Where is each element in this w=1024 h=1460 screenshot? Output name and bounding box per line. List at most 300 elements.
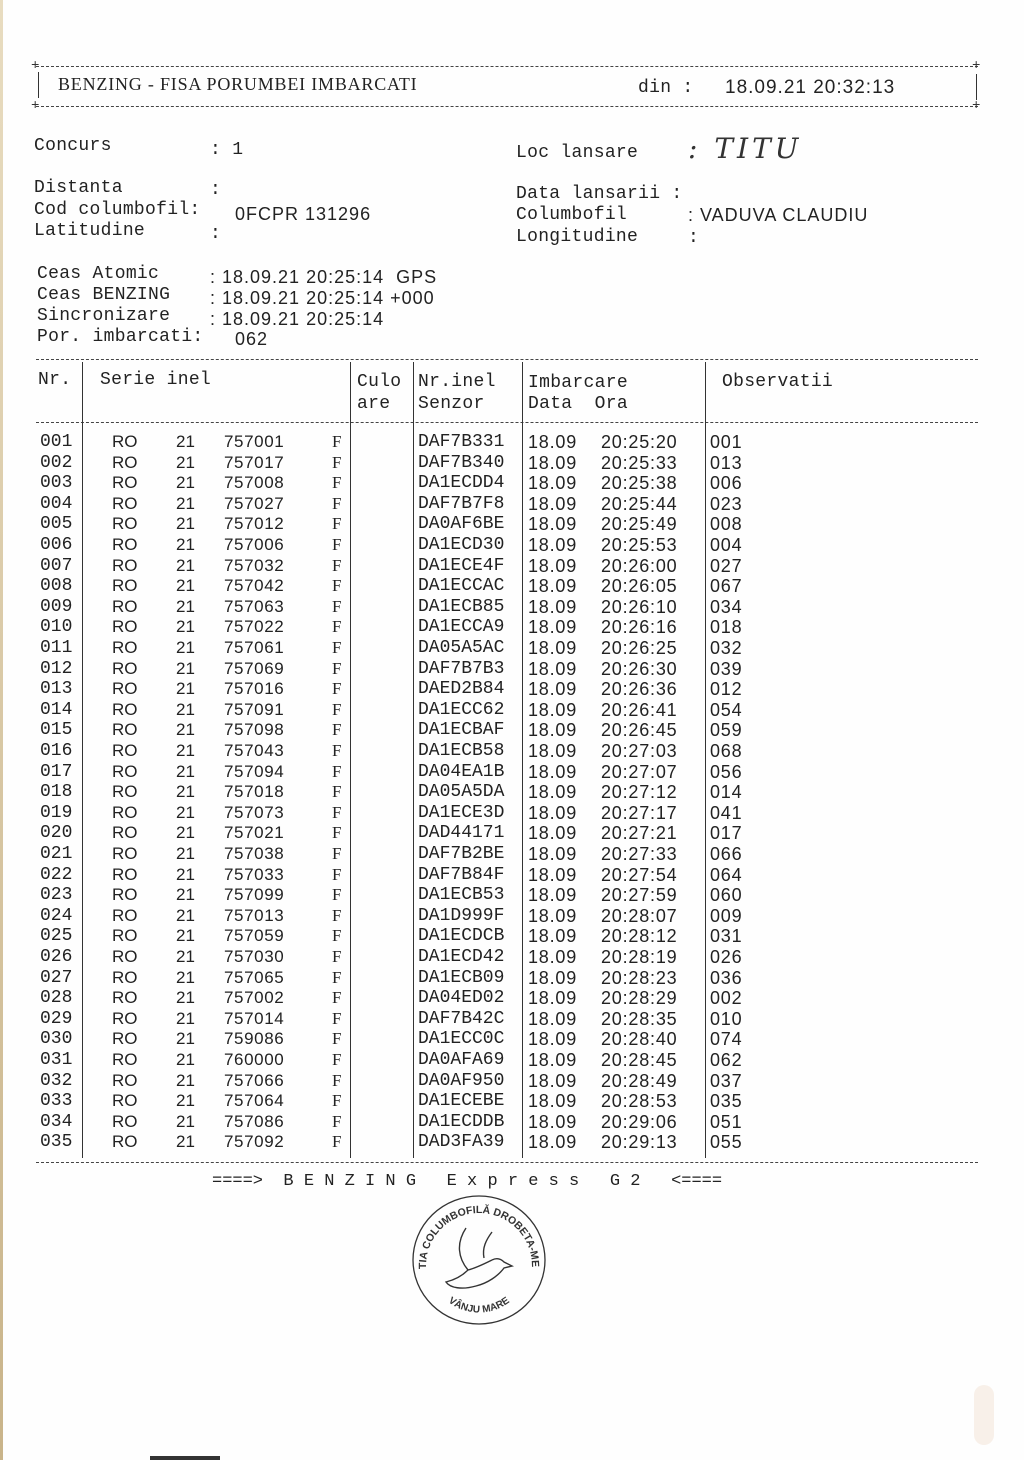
cell-year: 21 (176, 432, 195, 451)
cell-country: RO (112, 885, 138, 905)
cell-ring-number: 757064 (224, 1091, 285, 1111)
cell-date: 18.09 (528, 596, 578, 617)
table-row (0, 947, 760, 968)
cell-nr: 013 (40, 679, 73, 700)
cell-observatii: 041 (710, 802, 743, 823)
header-border-left (38, 72, 39, 98)
cell-nr: 004 (40, 493, 73, 514)
cell-ring-number: 757069 (224, 658, 285, 678)
cell-ring-number: 757017 (224, 452, 285, 472)
cell-nr: 001 (40, 432, 73, 452)
ceas-benzing-value: : 18.09.21 20:25:14 +000 (210, 288, 435, 308)
table-row (0, 1009, 760, 1030)
stamp-graphic (406, 1188, 552, 1328)
cell-nr: 015 (40, 720, 73, 741)
cell-nr: 031 (40, 1050, 73, 1070)
cell-date: 18.09 (528, 905, 578, 926)
cell-country: RO (112, 555, 138, 575)
cell-nr: 024 (40, 905, 73, 926)
latitudine-value: : (210, 224, 222, 244)
cell-ring-number: 757021 (224, 823, 285, 843)
cell-sensor-id: DA1ECB53 (418, 885, 505, 906)
cell-year: 21 (176, 1008, 195, 1028)
cell-nr: 016 (40, 741, 73, 761)
cell-observatii: 059 (710, 720, 743, 741)
columbofil-label: Columbofil (516, 205, 628, 225)
cell-time: 20:27:07 (601, 761, 678, 782)
cell-sex: F (332, 967, 342, 987)
cell-year: 21 (176, 1132, 195, 1152)
concurs-value: : 1 (210, 140, 244, 160)
cell-sensor-id: DA1ECB09 (418, 967, 505, 988)
cell-date: 18.09 (528, 988, 578, 1009)
cell-observatii: 074 (710, 1029, 743, 1050)
header-imbarcare-1: Imbarcare (528, 373, 628, 393)
cell-date: 18.09 (528, 473, 578, 494)
cell-sex: F (332, 679, 342, 699)
cell-date: 18.09 (528, 1132, 578, 1153)
table-row (0, 535, 760, 556)
cell-year: 21 (176, 617, 195, 637)
cell-sensor-id: DA1ECDD4 (418, 473, 505, 494)
cell-observatii: 035 (710, 1091, 743, 1112)
cell-date: 18.09 (528, 1070, 578, 1091)
table-row (0, 741, 760, 762)
cell-time: 20:28:19 (601, 947, 678, 967)
table-row (0, 432, 760, 453)
corner-mark: + (31, 58, 40, 74)
association-stamp (406, 1188, 552, 1328)
cell-time: 20:26:16 (601, 617, 678, 638)
cell-sensor-id: DA0AF6BE (418, 514, 505, 535)
cell-sex: F (332, 473, 342, 493)
table-row (0, 514, 760, 535)
cell-observatii: 009 (710, 905, 743, 926)
table-row (0, 1132, 760, 1153)
cell-observatii: 012 (710, 679, 743, 700)
cell-year: 21 (176, 699, 195, 719)
cell-ring-number: 757018 (224, 782, 285, 802)
table-row (0, 494, 760, 515)
cell-time: 20:26:36 (601, 679, 678, 700)
cell-country: RO (112, 699, 138, 719)
table-row (0, 885, 760, 906)
print-date-value: 18.09.21 20:32:13 (725, 77, 896, 98)
paper-stain (974, 1385, 994, 1445)
cell-time: 20:25:49 (601, 514, 678, 535)
cell-ring-number: 757059 (224, 926, 285, 946)
cell-year: 21 (176, 782, 195, 802)
table-border-bottom (36, 1162, 978, 1163)
cell-date: 18.09 (528, 844, 578, 864)
cell-sex: F (332, 1111, 342, 1131)
cell-time: 20:26:30 (601, 658, 678, 679)
cell-nr: 025 (40, 926, 73, 947)
cell-ring-number: 757038 (224, 844, 285, 863)
cell-observatii: 039 (710, 658, 743, 679)
ceas-atomic-value: : 18.09.21 20:25:14 GPS (210, 267, 438, 287)
cell-observatii: 032 (710, 638, 743, 658)
stamp-text-bottom: VÂNJU MARE (446, 1295, 512, 1316)
dove-icon (446, 1228, 512, 1288)
cell-country: RO (112, 844, 138, 863)
cell-time: 20:28:35 (601, 1008, 678, 1029)
cell-sex: F (332, 596, 342, 616)
sincronizare-value: : 18.09.21 20:25:14 (210, 309, 385, 329)
header-observatii: Observatii (722, 372, 834, 392)
cell-country: RO (112, 967, 138, 987)
cell-ring-number: 757016 (224, 679, 285, 699)
ceas-benzing-label: Ceas BENZING (37, 285, 171, 305)
cell-year: 21 (176, 555, 195, 575)
table-border-top (36, 359, 978, 360)
corner-mark: + (31, 98, 40, 114)
cell-country: RO (112, 514, 138, 534)
cell-ring-number: 757094 (224, 761, 285, 781)
header-nr-inel-2: Senzor (418, 394, 485, 414)
cell-time: 20:27:12 (601, 782, 678, 803)
table-row (0, 679, 760, 700)
cell-ring-number: 757027 (224, 493, 285, 513)
table-row (0, 638, 760, 659)
header-nr: Nr. (38, 370, 72, 390)
cell-ring-number: 757013 (224, 905, 285, 925)
header-nr-inel-1: Nr.inel (418, 372, 496, 392)
table-row (0, 926, 760, 947)
cell-observatii: 027 (710, 555, 743, 576)
cell-sex: F (332, 555, 342, 575)
table-row (0, 968, 760, 989)
cell-ring-number: 757092 (224, 1132, 285, 1152)
cell-time: 20:28:53 (601, 1091, 678, 1112)
cell-sensor-id: DA1ECDCB (418, 926, 505, 947)
cell-year: 21 (176, 761, 195, 781)
table-row (0, 576, 760, 597)
cell-nr: 018 (40, 782, 73, 803)
cell-nr: 012 (40, 658, 73, 679)
cell-year: 21 (176, 1050, 195, 1069)
latitudine-label: Latitudine (34, 221, 146, 241)
cell-nr: 002 (40, 452, 73, 473)
cell-date: 18.09 (528, 823, 578, 844)
table-row (0, 1112, 760, 1133)
cell-sensor-id: DA1ECD42 (418, 947, 505, 967)
cell-observatii: 054 (710, 699, 743, 720)
cell-year: 21 (176, 823, 195, 843)
cell-sensor-id: DA1ECC62 (418, 699, 505, 720)
cell-observatii: 064 (710, 864, 743, 885)
cell-nr: 017 (40, 761, 73, 782)
cell-observatii: 060 (710, 885, 743, 906)
cell-sex: F (332, 576, 342, 596)
cell-ring-number: 757063 (224, 596, 285, 616)
cell-sex: F (332, 741, 342, 760)
table-row (0, 988, 760, 1009)
cell-ring-number: 757033 (224, 864, 285, 884)
por-imbarcati-value: 062 (235, 329, 269, 349)
cell-nr: 034 (40, 1111, 73, 1132)
cell-year: 21 (176, 452, 195, 472)
cell-ring-number: 757066 (224, 1070, 285, 1090)
cell-date: 18.09 (528, 432, 578, 452)
cell-country: RO (112, 1132, 138, 1152)
cell-country: RO (112, 658, 138, 678)
concurs-label: Concurs (34, 136, 112, 156)
cell-ring-number: 757014 (224, 1008, 285, 1028)
cell-country: RO (112, 761, 138, 781)
cell-sex: F (332, 658, 342, 678)
cell-date: 18.09 (528, 864, 578, 885)
table-row (0, 659, 760, 680)
cell-sensor-id: DAF7B340 (418, 452, 505, 473)
stamp-text-top: TIA COLUMBOFILĂ DROBETA-ME (416, 1203, 542, 1270)
cell-country: RO (112, 1111, 138, 1131)
cell-year: 21 (176, 638, 195, 657)
table-row (0, 762, 760, 783)
cell-date: 18.09 (528, 493, 578, 514)
table-row (0, 1029, 760, 1050)
cell-observatii: 056 (710, 761, 743, 782)
cell-ring-number: 757042 (224, 576, 285, 596)
cell-time: 20:26:00 (601, 555, 678, 576)
cell-date: 18.09 (528, 1111, 578, 1132)
cell-date: 18.09 (528, 761, 578, 782)
table-header-divider (36, 422, 978, 423)
table-row (0, 865, 760, 886)
cell-ring-number: 760000 (224, 1050, 285, 1069)
cell-observatii: 002 (710, 988, 743, 1009)
cell-sex: F (332, 947, 342, 966)
cell-date: 18.09 (528, 514, 578, 535)
cell-date: 18.09 (528, 741, 578, 761)
cell-sensor-id: DA1ECCAC (418, 576, 505, 597)
cell-sensor-id: DA1ECBAF (418, 720, 505, 741)
cell-observatii: 055 (710, 1132, 743, 1153)
table-row (0, 453, 760, 474)
cell-nr: 014 (40, 699, 73, 720)
cell-time: 20:26:45 (601, 720, 678, 741)
cell-date: 18.09 (528, 699, 578, 720)
cell-date: 18.09 (528, 1091, 578, 1112)
cell-year: 21 (176, 493, 195, 513)
cell-nr: 022 (40, 864, 73, 885)
cell-sex: F (332, 452, 342, 472)
cell-country: RO (112, 1070, 138, 1090)
cell-nr: 026 (40, 947, 73, 967)
cell-time: 20:25:20 (601, 432, 678, 452)
cell-observatii: 008 (710, 514, 743, 535)
cell-observatii: 031 (710, 926, 743, 947)
cell-nr: 033 (40, 1091, 73, 1112)
cell-time: 20:27:54 (601, 864, 678, 885)
table-row (0, 1071, 760, 1092)
paper-shadow (150, 1456, 220, 1460)
print-date-label: din : (638, 78, 694, 98)
sincronizare-label: Sincronizare (37, 306, 171, 326)
loc-lansare-label: Loc lansare (516, 143, 639, 163)
longitudine-label: Longitudine (516, 227, 639, 247)
cell-sensor-id: DA05A5DA (418, 782, 505, 803)
cell-year: 21 (176, 720, 195, 740)
cell-observatii: 067 (710, 576, 743, 597)
data-lansarii-label: Data lansarii : (516, 184, 683, 204)
cell-observatii: 013 (710, 452, 743, 473)
cell-time: 20:25:44 (601, 493, 678, 514)
cell-country: RO (112, 823, 138, 843)
cell-sex: F (332, 988, 342, 1008)
cell-sensor-id: DAD44171 (418, 823, 505, 844)
cell-ring-number: 759086 (224, 1029, 285, 1049)
cell-date: 18.09 (528, 452, 578, 473)
cell-observatii: 018 (710, 617, 743, 638)
cell-country: RO (112, 1050, 138, 1069)
cell-nr: 008 (40, 576, 73, 597)
cell-date: 18.09 (528, 638, 578, 658)
cell-sex: F (332, 885, 342, 905)
cell-sex: F (332, 535, 342, 554)
cell-sex: F (332, 432, 342, 451)
cell-nr: 035 (40, 1132, 73, 1153)
cell-ring-number: 757098 (224, 720, 285, 740)
cell-time: 20:28:49 (601, 1070, 678, 1091)
table-row (0, 906, 760, 927)
table-row (0, 617, 760, 638)
cell-time: 20:26:05 (601, 576, 678, 597)
cell-sensor-id: DA1ECE4F (418, 555, 505, 576)
cell-observatii: 066 (710, 844, 743, 864)
cell-year: 21 (176, 576, 195, 596)
table-row (0, 823, 760, 844)
cell-country: RO (112, 473, 138, 493)
cell-sensor-id: DA1ECEBE (418, 1091, 505, 1112)
cell-sex: F (332, 1070, 342, 1090)
cell-sensor-id: DA1ECB85 (418, 596, 505, 617)
cell-nr: 029 (40, 1008, 73, 1029)
cell-sex: F (332, 905, 342, 925)
cell-ring-number: 757065 (224, 967, 285, 987)
cell-country: RO (112, 576, 138, 596)
cell-country: RO (112, 617, 138, 637)
cell-country: RO (112, 864, 138, 884)
cell-observatii: 062 (710, 1050, 743, 1070)
cell-sex: F (332, 823, 342, 843)
por-imbarcati-label: Por. imbarcati: (37, 327, 204, 347)
cell-date: 18.09 (528, 967, 578, 988)
corner-mark: + (972, 58, 981, 74)
cell-sex: F (332, 864, 342, 884)
cell-ring-number: 757002 (224, 988, 285, 1008)
cell-ring-number: 757099 (224, 885, 285, 905)
cell-nr: 010 (40, 617, 73, 638)
cell-sensor-id: DAED2B84 (418, 679, 505, 700)
cell-country: RO (112, 1029, 138, 1049)
cell-sex: F (332, 802, 342, 822)
cell-observatii: 017 (710, 823, 743, 844)
table-row (0, 597, 760, 618)
header-border-bottom (36, 106, 978, 107)
cell-date: 18.09 (528, 1008, 578, 1029)
cell-year: 21 (176, 679, 195, 699)
cell-time: 20:27:33 (601, 844, 678, 864)
cell-time: 20:26:25 (601, 638, 678, 658)
cell-country: RO (112, 720, 138, 740)
cell-country: RO (112, 947, 138, 966)
cell-ring-number: 757032 (224, 555, 285, 575)
cell-nr: 032 (40, 1070, 73, 1091)
cell-sensor-id: DA1ECDDB (418, 1111, 505, 1132)
cell-sex: F (332, 638, 342, 657)
cell-date: 18.09 (528, 802, 578, 823)
cell-year: 21 (176, 514, 195, 534)
table-row (0, 803, 760, 824)
cell-sensor-id: DAF7B42C (418, 1008, 505, 1029)
cell-year: 21 (176, 905, 195, 925)
cell-observatii: 001 (710, 432, 743, 452)
header-culoare-1: Culo (357, 372, 402, 392)
cell-year: 21 (176, 1029, 195, 1049)
cell-year: 21 (176, 947, 195, 966)
cell-country: RO (112, 679, 138, 699)
cell-time: 20:28:23 (601, 967, 678, 988)
cell-ring-number: 757043 (224, 741, 285, 760)
cell-country: RO (112, 452, 138, 472)
cell-sensor-id: DA1ECCA9 (418, 617, 505, 638)
cell-year: 21 (176, 1111, 195, 1131)
cell-time: 20:25:38 (601, 473, 678, 494)
table-row (0, 1050, 760, 1071)
cell-ring-number: 757001 (224, 432, 285, 451)
cell-country: RO (112, 802, 138, 822)
cell-year: 21 (176, 741, 195, 760)
table-row (0, 844, 760, 865)
cell-country: RO (112, 638, 138, 657)
cell-time: 20:25:53 (601, 535, 678, 555)
cell-observatii: 014 (710, 782, 743, 803)
cell-observatii: 036 (710, 967, 743, 988)
table-row (0, 473, 760, 494)
cell-nr: 027 (40, 967, 73, 988)
cell-sex: F (332, 720, 342, 740)
cell-sex: F (332, 844, 342, 863)
cell-nr: 028 (40, 988, 73, 1009)
cell-sex: F (332, 1050, 342, 1069)
cell-country: RO (112, 535, 138, 554)
header-border-right (976, 74, 977, 100)
cell-observatii: 010 (710, 1008, 743, 1029)
cell-date: 18.09 (528, 1029, 578, 1050)
table-row (0, 782, 760, 803)
cell-country: RO (112, 596, 138, 616)
cell-year: 21 (176, 885, 195, 905)
cell-sensor-id: DAD3FA39 (418, 1132, 505, 1153)
cell-year: 21 (176, 988, 195, 1008)
cell-time: 20:28:40 (601, 1029, 678, 1050)
ceas-atomic-label: Ceas Atomic (37, 264, 160, 284)
cell-year: 21 (176, 802, 195, 822)
cell-sex: F (332, 699, 342, 719)
cell-date: 18.09 (528, 679, 578, 700)
cell-sensor-id: DAF7B7F8 (418, 493, 505, 514)
cell-year: 21 (176, 864, 195, 884)
cell-sensor-id: DA1ECE3D (418, 802, 505, 823)
cell-date: 18.09 (528, 885, 578, 906)
cell-sex: F (332, 493, 342, 513)
cell-date: 18.09 (528, 617, 578, 638)
cell-sensor-id: DA1ECD30 (418, 535, 505, 555)
longitudine-value: : (688, 228, 700, 248)
cell-sex: F (332, 761, 342, 781)
cell-sensor-id: DA1ECB58 (418, 741, 505, 761)
